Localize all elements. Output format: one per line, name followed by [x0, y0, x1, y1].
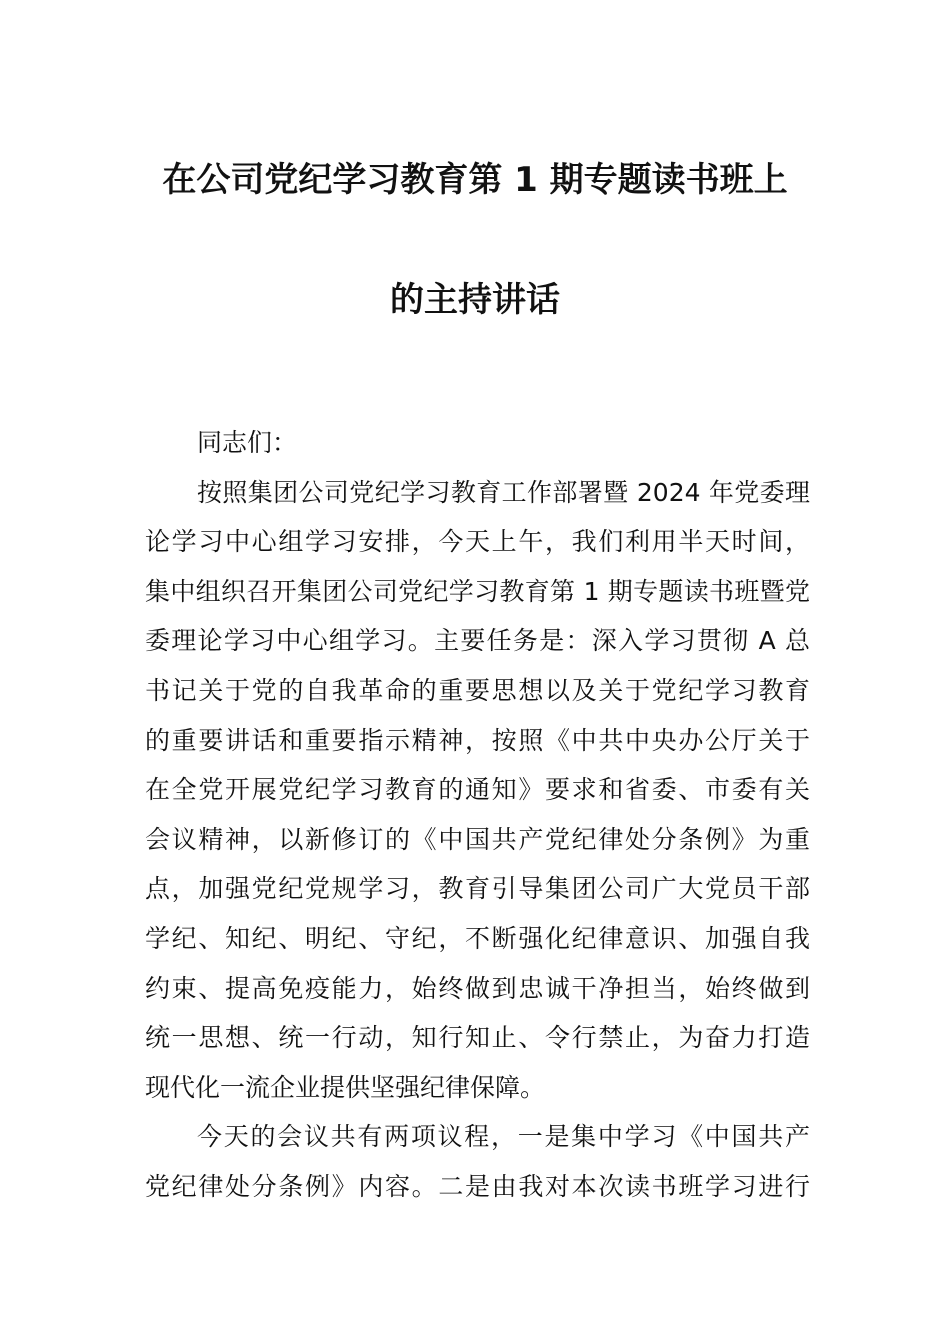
paragraph-line: 党纪律处分条例》内容。二是由我对本次读书班学习进行	[145, 1171, 810, 1201]
paragraph-line: 委理论学习中心组学习。主要任务是：深入学习贯彻 A 总	[145, 626, 810, 656]
paragraph-line: 会议精神，以新修订的《中国共产党纪律处分条例》为重	[145, 824, 810, 854]
document-title-line-1: 在公司党纪学习教育第 1 期专题读书班上	[162, 160, 788, 200]
paragraph-line: 点，加强党纪党规学习，教育引导集团公司广大党员干部	[145, 874, 810, 904]
paragraph-line: 约束、提高免疫能力，始终做到忠诚干净担当，始终做到	[145, 973, 810, 1003]
paragraph-line: 书记关于党的自我革命的重要思想以及关于党纪学习教育	[145, 675, 810, 705]
salutation: 同志们：	[197, 428, 298, 457]
document-body	[145, 418, 810, 1212]
paragraph-line: 集中组织召开集团公司党纪学习教育第 1 期专题读书班暨党	[145, 576, 810, 606]
paragraph-line: 的重要讲话和重要指示精神，按照《中共中央办公厅关于	[145, 725, 810, 755]
paragraph-line: 今天的会议共有两项议程，一是集中学习《中国共产	[197, 1122, 810, 1152]
paragraph-line: 现代化一流企业提供坚强纪律保障。	[145, 1072, 546, 1102]
paragraph-line: 按照集团公司党纪学习教育工作部署暨 2024 年党委理	[197, 477, 810, 507]
document-title-line-2: 的主持讲话	[390, 280, 560, 320]
paragraph-line: 在全党开展党纪学习教育的通知》要求和省委、市委有关	[145, 775, 810, 805]
paragraph-line: 统一思想、统一行动，知行知止、令行禁止，为奋力打造	[145, 1023, 810, 1053]
paragraph-line: 论学习中心组学习安排，今天上午，我们利用半天时间，	[145, 527, 810, 557]
paragraph-line: 学纪、知纪、明纪、守纪，不断强化纪律意识、加强自我	[145, 923, 810, 953]
